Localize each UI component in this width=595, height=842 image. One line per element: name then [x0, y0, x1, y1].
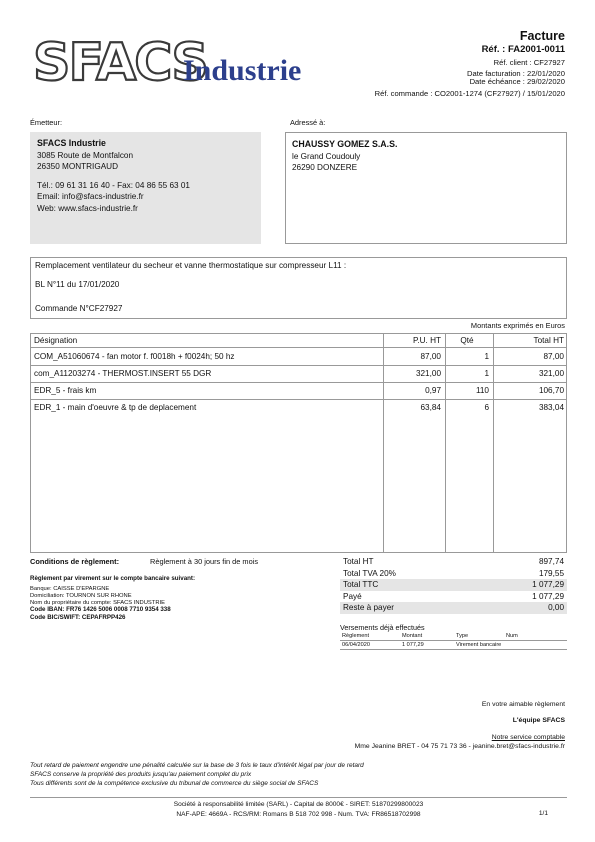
table-row-qty: 1: [484, 352, 489, 361]
totals-block: [340, 556, 567, 614]
total-ttc-row: Total TTC 1 077,29: [340, 579, 567, 591]
account-owner: Nom du propriétaire du compte: SFACS INDUSTRIE: [30, 599, 165, 606]
table-row-total: 106,70: [538, 386, 564, 395]
table-row-total: 87,00: [543, 352, 564, 361]
recipient-address-1: le Grand Coudouly: [292, 151, 361, 161]
table-row-unit-price: 63,84: [420, 403, 441, 412]
legal-line: Tous différents sont de la compétence exclusive du tribunal de commerce du siège social de SFACS: [30, 780, 319, 788]
payments-header: Règlement Montant Type Num: [340, 632, 567, 641]
table-row-designation: com_A11203274 - THERMOST.INSERT 55 DGR: [34, 369, 212, 378]
invoice-object-box: [30, 257, 567, 319]
logo-main-text: SFACS: [33, 33, 207, 90]
table-row-total: 321,00: [538, 369, 564, 378]
table-row-designation: COM_A51060674 - fan motor f. f0018h + f0024h; 50 hz: [34, 352, 235, 361]
items-table: [30, 333, 567, 553]
footer-divider: [30, 797, 567, 798]
table-row-designation: EDR_1 - main d'oeuvre & tp de deplacement: [34, 403, 197, 412]
object-line-3: Commande N°CF27927: [35, 304, 123, 313]
table-row-designation: EDR_5 - frais km: [34, 386, 97, 395]
client-ref: Réf. client : CF27927: [493, 58, 565, 67]
closing-contact: Mme Jeanine BRET - 04 75 71 73 36 - jeanine.bret@sfacs-industrie.fr: [354, 743, 565, 750]
closing-service: Notre service comptable: [491, 734, 565, 741]
bic: Code BIC/SWIFT: CEPAFRPP426: [30, 613, 126, 621]
table-row-unit-price: 321,00: [415, 369, 441, 378]
col-header-qty: Qté: [460, 336, 474, 345]
footer-line-2: NAF-APE: 4669A - RCS/RM: Romans B 518 702 998 - Num. TVA: FR86518702998: [176, 810, 421, 818]
table-row-unit-price: 87,00: [420, 352, 441, 361]
due-date: Date échéance : 29/02/2020: [469, 77, 565, 86]
emitter-email: Email: info@sfacs-industrie.fr: [37, 192, 144, 201]
invoice-ref: Réf. : FA2001-0011: [481, 44, 565, 55]
invoice-date: Date facturation : 22/01/2020: [467, 69, 565, 78]
table-row-total: 383,04: [538, 403, 564, 412]
total-tva-row: Total TVA 20% 179,55: [343, 568, 564, 578]
object-line-1: Remplacement ventilateur du secheur et vanne thermostatique sur compresseur L11 :: [35, 261, 347, 270]
emitter-web: Web: www.sfacs-industrie.fr: [37, 203, 138, 213]
col-header-total: Total HT: [533, 336, 564, 345]
transfer-title: Règlement par virement sur le compte bancaire suivant:: [30, 575, 196, 582]
payment-row: 06/04/2020 1 077,29 Virement bancaire: [340, 641, 567, 650]
recipient-name: CHAUSSY GOMEZ S.A.S.: [292, 139, 398, 149]
emitter-address-1: 3085 Route de Montfalcon: [37, 150, 134, 160]
emitter-box: [30, 132, 261, 244]
conditions-value: Règlement à 30 jours fin de mois: [150, 557, 259, 566]
logo-sub-text: Industrie: [183, 54, 302, 87]
conditions-label: Conditions de règlement:: [30, 557, 120, 566]
legal-notes: [30, 761, 364, 789]
remaining-row: Reste à payer 0,00: [340, 602, 567, 614]
payments-block: [340, 623, 567, 650]
paid-row: Payé 1 077,29: [343, 591, 564, 601]
emitter-phone: Tél.: 09 61 31 16 40 - Fax: 04 86 55 63 01: [37, 180, 190, 190]
currency-note: Montants exprimés en Euros: [470, 321, 565, 330]
table-row-qty: 110: [475, 386, 489, 395]
closing-greeting: En votre aimable règlement: [481, 701, 565, 708]
object-line-2: BL N°11 du 17/01/2020: [35, 280, 120, 289]
col-header-unit-price: P.U. HT: [412, 336, 441, 345]
recipient-address-2: 26290 DONZERE: [292, 163, 358, 172]
bank-domiciliation: Domiciliation: TOURNON SUR RHONE: [30, 592, 132, 599]
closing-team: L'équipe SFACS: [512, 717, 565, 724]
document-title: Facture: [519, 29, 565, 43]
emitter-name: SFACS Industrie: [37, 138, 106, 148]
iban: Code IBAN: FR76 1426 5006 0008 7710 9354 338: [30, 606, 171, 614]
payments-title: Versements déjà effectués: [340, 623, 425, 632]
emitter-address-2: 26350 MONTRIGAUD: [37, 162, 118, 171]
page-number: 1/1: [538, 810, 548, 817]
table-row-qty: 1: [484, 369, 489, 378]
legal-line: Tout retard de paiement engendre une pénalité calculée sur la base de 3 fois le taux d'intérêt légal par jour de retard: [30, 762, 364, 769]
recipient-box: [285, 132, 567, 244]
bank-name: Banque: CAISSE D'EPARGNE: [30, 586, 110, 592]
col-header-designation: Désignation: [34, 336, 78, 345]
table-row-unit-price: 0,97: [425, 386, 441, 395]
total-ht-row: Total HT 897,74: [343, 557, 564, 566]
table-row-qty: 6: [484, 403, 489, 412]
company-logo: [33, 32, 323, 90]
emitter-label: Émetteur:: [30, 118, 63, 127]
payment-conditions: [30, 557, 330, 621]
legal-line: SFACS conserve la propriété des produits jusqu'au paiement complet du prix: [30, 771, 252, 779]
footer: [30, 800, 567, 819]
footer-line-1: Société à responsabilité limitée (SARL) - Capital de 8000€ - SIRET: 51870299800023: [173, 801, 424, 808]
recipient-label: Adressé à:: [290, 118, 326, 127]
order-ref: Réf. commande : CO2001-1274 (CF27927) / 15/01/2020: [374, 89, 565, 98]
